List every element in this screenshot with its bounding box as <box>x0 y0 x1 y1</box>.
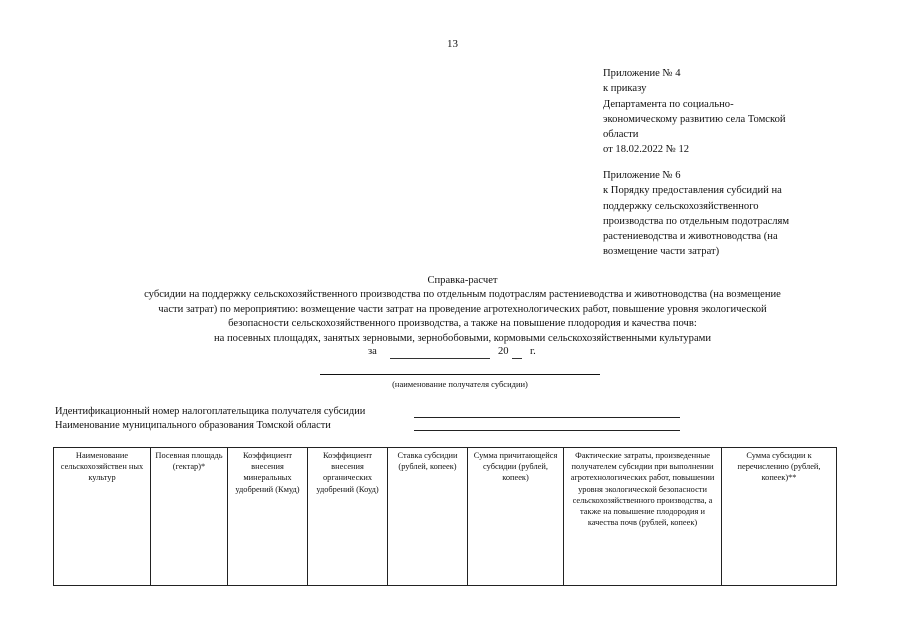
calculation-table <box>53 447 837 586</box>
table-header-cell: Сумма причитающейся субсидии (рублей, копеек) <box>468 448 564 586</box>
appendix-4-line: от 18.02.2022 № 12 <box>603 144 690 156</box>
appendix-6-line: Приложение № 6 <box>603 170 681 181</box>
appendix-6-line: производства по отдельным подотраслям <box>603 215 790 227</box>
municipality-field[interactable] <box>414 430 680 431</box>
table-header-cell: Коэффициент внесения минеральных удобрений (Кмуд) <box>228 448 308 586</box>
period-line <box>360 346 560 362</box>
appendix-4-line: области <box>603 129 639 141</box>
appendix-6-line: к Порядку предоставления субсидий на <box>603 185 782 197</box>
table-header-cell: Коэффициент внесения органических удобрений (Коуд) <box>308 448 388 586</box>
appendix-6-line: растениеводства и животноводства (на <box>603 231 778 243</box>
title-line: части затрат) по мероприятию: возмещение части затрат на проведение агротехнологических работ, повышение уровня экологической <box>158 303 767 315</box>
recipient-name-field[interactable] <box>320 374 600 375</box>
period-year-blank-field[interactable] <box>512 346 522 359</box>
title-line: на посевных площадях, занятых зерновыми, зернобобовыми, кормовыми сельскохозяйственными культурами <box>213 332 712 344</box>
period-year: 20 <box>498 346 509 357</box>
document-title <box>40 274 885 346</box>
table-header-cell: Ставка субсидии (рублей, копеек) <box>388 448 468 586</box>
appendix-4-line: Департамента по социально- <box>603 98 734 110</box>
municipality-label: Наименование муниципального образования Томской области <box>55 420 331 431</box>
appendix-4-line: к приказу <box>603 83 647 95</box>
period-blank-field[interactable] <box>390 346 490 359</box>
table-header-row <box>54 448 837 586</box>
appendix-4-block <box>603 66 843 158</box>
page-number: 13 <box>447 38 458 50</box>
title-heading: Справка-расчет <box>427 275 498 286</box>
inn-field[interactable] <box>414 417 680 418</box>
appendix-4-line: экономическому развитию села Томской <box>603 113 786 125</box>
recipient-caption: (наименование получателя субсидии) <box>392 379 528 389</box>
title-line: безопасности сельскохозяйственного производства, а также на повышение плодородия и качества почв: <box>228 318 697 330</box>
table-header-cell: Посевная площадь (гектар)* <box>151 448 228 586</box>
period-g: г. <box>530 346 536 357</box>
appendix-6-block <box>603 168 843 260</box>
appendix-6-line: поддержку сельскохозяйственного <box>603 200 759 212</box>
appendix-4-line: Приложение № 4 <box>603 68 681 79</box>
inn-label: Идентификационный номер налогоплательщика получателя субсидии <box>55 406 366 417</box>
table-header-cell: Сумма субсидии к перечислению (рублей, копеек)** <box>722 448 837 586</box>
table-header-cell: Наименование сельскохозяйствен ных культур <box>54 448 151 586</box>
period-za: за <box>368 346 377 357</box>
title-line: субсидии на поддержку сельскохозяйственного производства по отдельным подотраслям растениеводства и животноводства (на возмещение <box>144 289 781 301</box>
appendix-6-line: возмещение части затрат) <box>603 246 720 258</box>
table-header-cell: Фактические затраты, произведенные получателем субсидии при выполнении агротехнологических работ, повышении уровня экологической безопасности сельскохозяйственного производства, а также на повышение плодородия и качества почв (рублей, копеек) <box>564 448 722 586</box>
